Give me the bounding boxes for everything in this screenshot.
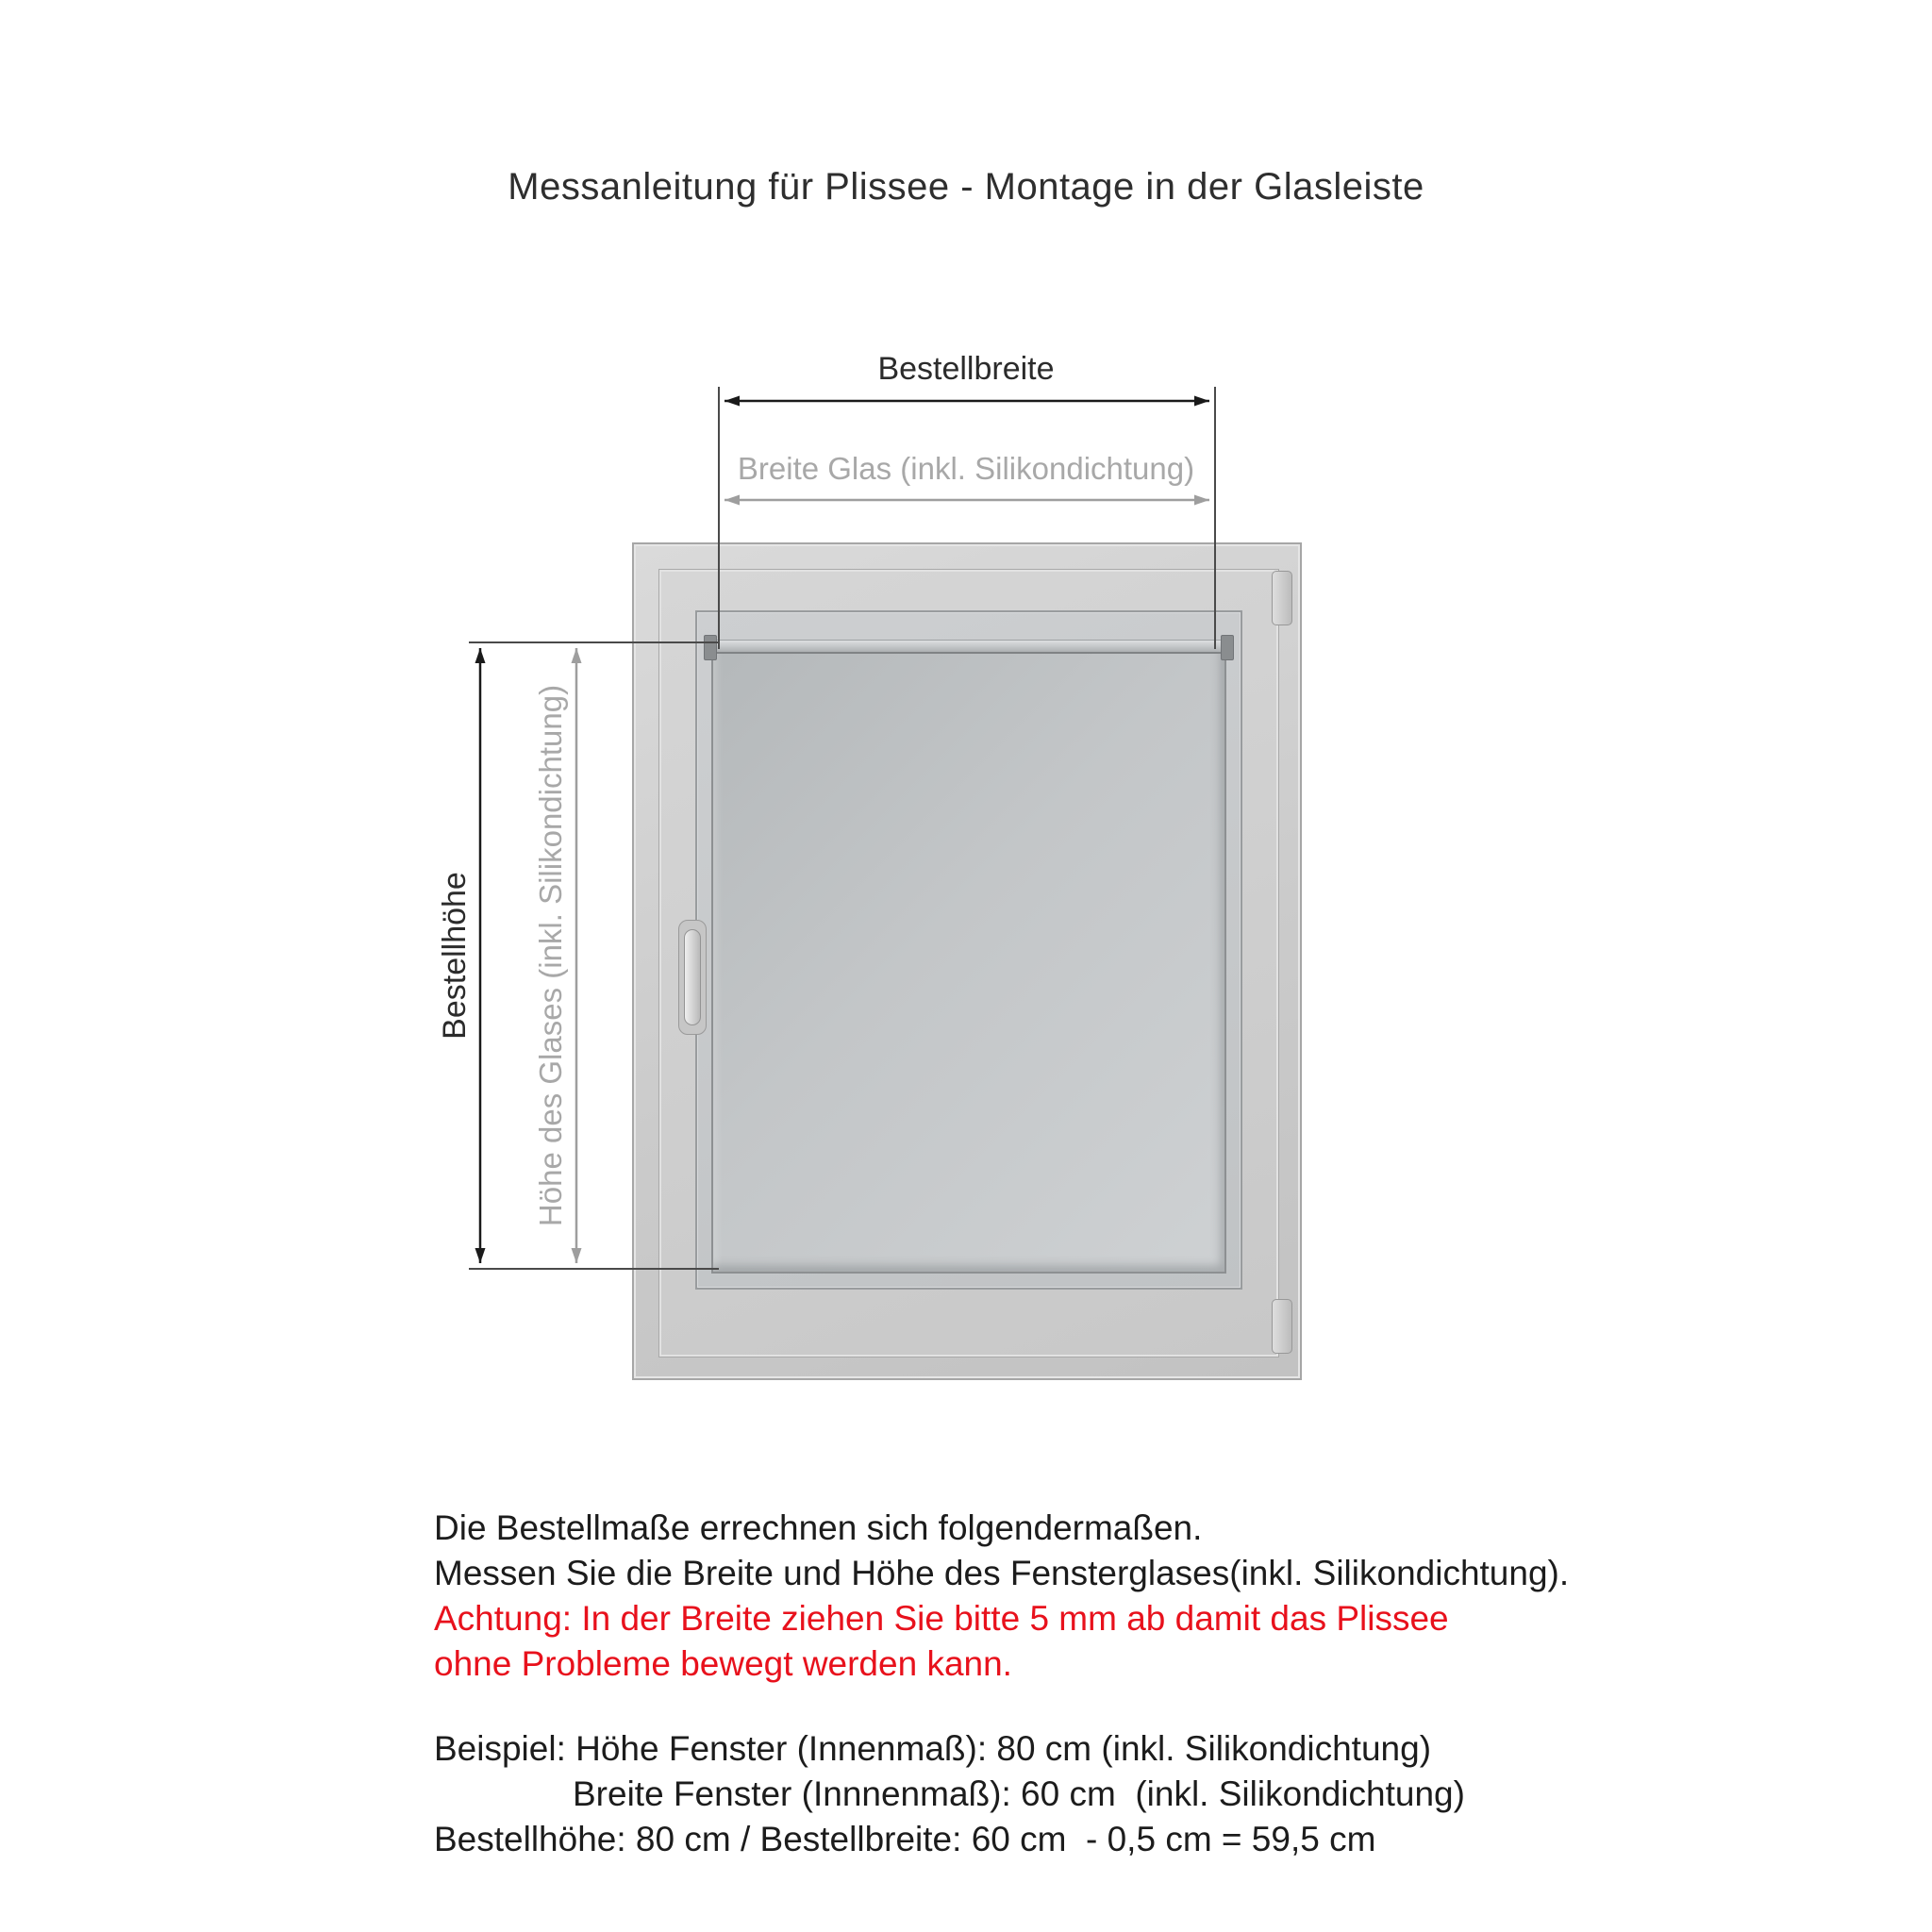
example-line-2: Breite Fenster (Innnenmaß): 60 cm (inkl. Silikondichtung): [573, 1774, 1465, 1813]
instruction-text-block: [434, 1506, 1717, 1687]
glass-width-label: Breite Glas (inkl. Silikondichtung): [737, 451, 1195, 486]
plissee-top-profile: [711, 640, 1226, 654]
order-height-label: Bestellhöhe: [437, 872, 473, 1040]
warning-line-1: Achtung: In der Breite ziehen Sie bitte 5 mm ab damit das Plissee: [434, 1599, 1449, 1638]
window-frame: [632, 542, 1302, 1380]
example-text-block: [434, 1726, 1717, 1862]
page-title: Messanleitung für Plissee - Montage in der Glasleiste: [508, 166, 1424, 208]
hinge-top-icon: [1272, 571, 1292, 625]
intro-line-2: Messen Sie die Breite und Höhe des Fensterglases(inkl. Silikondichtung).: [434, 1554, 1570, 1592]
example-line-1: Beispiel: Höhe Fenster (Innenmaß): 80 cm (inkl. Silikondichtung): [434, 1729, 1432, 1768]
top-profile-end-cap-right: [1221, 635, 1234, 660]
window-handle-icon: [684, 929, 701, 1025]
example-line-3: Bestellhöhe: 80 cm / Bestellbreite: 60 cm - 0,5 cm = 59,5 cm: [434, 1820, 1376, 1858]
warning-line-2: ohne Probleme bewegt werden kann.: [434, 1644, 1012, 1683]
window-glass: [711, 640, 1226, 1274]
intro-line-1: Die Bestellmaße errechnen sich folgendermaßen.: [434, 1508, 1203, 1547]
glass-height-label: Höhe des Glases (inkl. Silikondichtung): [533, 684, 568, 1227]
top-profile-end-cap-left: [704, 635, 717, 660]
hinge-bottom-icon: [1272, 1299, 1292, 1354]
order-width-label: Bestellbreite: [877, 351, 1055, 387]
